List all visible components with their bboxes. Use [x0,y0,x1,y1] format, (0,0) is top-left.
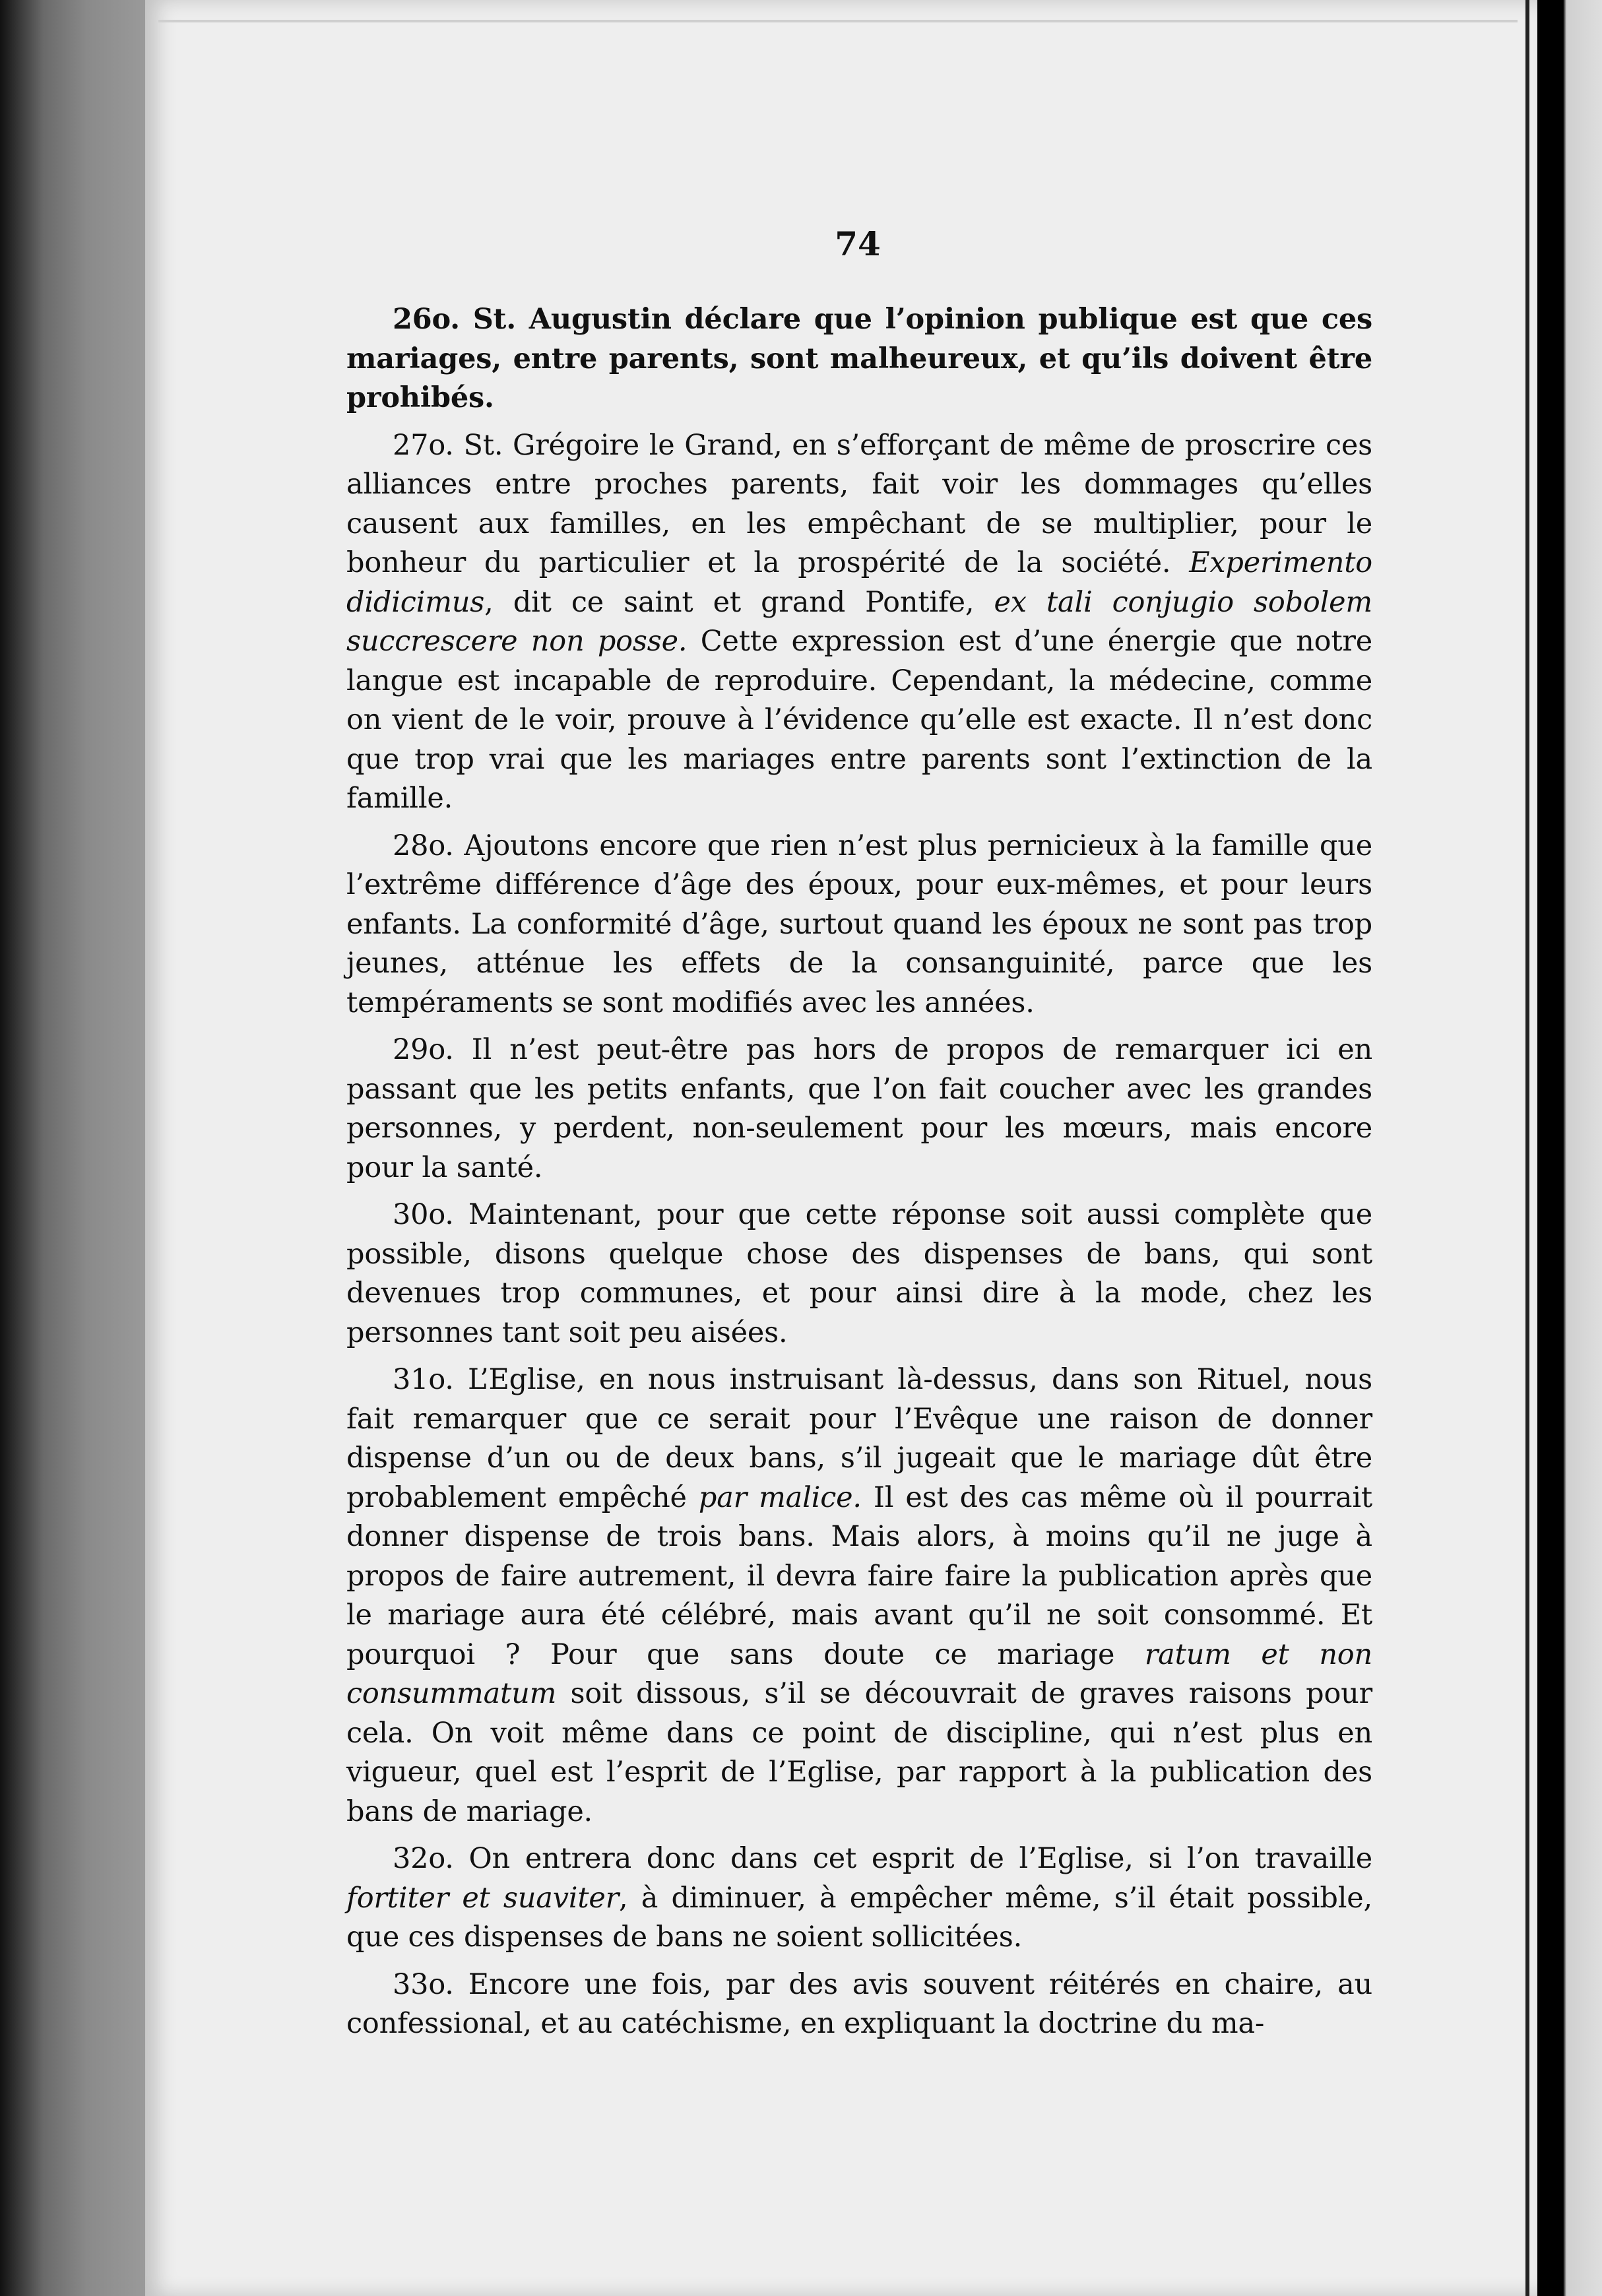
book-gutter [0,0,145,2296]
paragraph-text: 26o. St. Augustin déclare que [393,303,872,336]
paragraph-text: soit dissous, s’il se découvrait de graves raisons pour cela. On voit même dans ce point de discipline, qui n’est plus en vigueur, quel est l’esprit de l’Eglise, par rapport à la publication des bans de mariage. [346,1677,1372,1828]
page-body [346,300,1372,2044]
latin-quote: Experimento didicimus [346,546,1372,619]
paragraph-26 [346,300,1372,418]
paragraph-text: 32o. On entrera donc dans cet esprit de l’Eglise, si l’on travaille [393,1842,1372,1875]
next-page-edge [1537,0,1602,2296]
latin-quote: fortiter et suaviter [346,1881,620,1915]
paragraph-text: Cette expression est d’une énergie que notre langue est incapable de reproduire. Cependant, la médecine, comme on vient de le voir, prouve à l’évidence qu’elle est exacte. Il n’est donc que trop vrai que les mariages entre parents sont l’extinction de la famille. [346,625,1373,815]
paragraph-text: Il est des cas même où il pourrait donner dispense de trois bans. Mais alors, à moins qu’il ne juge à propos de faire autrement, il devra faire faire la publication après que le mariage aura été célébré, mais avant qu’il ne soit consommé. Et pourquoi ? Pour que sans doute ce mariage [346,1481,1372,1671]
latin-quote: ratum et non consummatum [346,1638,1372,1710]
italic-phrase: par malice. [698,1481,862,1514]
paragraph-text: l’opinion publique est que ces mariages, entre parents, sont malheureux, et qu’ils doivent être prohibés. [346,303,1372,414]
paragraph-text: 30o. Maintenant, pour que cette réponse soit aussi complète que possible, disons quelque chose des dispenses de bans, qui sont devenues trop communes, et pour ainsi dire à la mode, chez les personnes tant soit peu aisées. [346,1198,1372,1349]
page-right-edge [1525,0,1529,2296]
paragraph-32 [346,1839,1372,1958]
paragraph-text: 27o. St. Grégoire le Grand, en s’efforçant de même de proscrire ces alliances entre proches parents, fait voir les dommages qu’elles causent aux familles, en les empêchant de se multiplier, pour le bonheur du particulier et la prospérité de la société. [346,428,1372,579]
paragraph-text: 31o. L’Eglise, en nous instruisant là-dessus, dans son Rituel, nous fait remarquer que ce serait pour l’Evêque une raison de donner dispense d’un ou de deux bans, s’il jugeait que le mariage dût être probablement empêché [346,1363,1372,1514]
page-top-edge [158,20,1518,22]
paragraph-33 [346,1965,1372,2044]
paragraph-29 [346,1031,1372,1188]
paragraph-27 [346,426,1372,819]
paragraph-text: 29o. Il n’est peut-être pas hors de propos de remarquer ici en passant que les petits enfants, que l’on fait coucher avec les grandes personnes, y perdent, non-seulement pour les mœurs, mais encore pour la santé. [346,1033,1372,1184]
paragraph-text: , à diminuer, à empêcher même, s’il était possible, que ces dispenses de bans ne soient sollicitées. [346,1881,1372,1954]
paragraph-text: 33o. Encore une fois, par des avis souvent réitérés en chaire, au confessional, et au catéchisme, en expliquant la doctrine du ma- [346,1967,1372,2040]
paragraph-31 [346,1360,1372,1832]
paragraph-text: , dit ce saint et grand Pontife, [484,585,994,619]
paragraph-28 [346,827,1372,1023]
paragraph-text: 28o. Ajoutons encore que rien n’est plus pernicieux à la famille que l’extrême différence d’âge des époux, pour eux-mêmes, et pour leurs enfants. La conformité d’âge, surtout quand les époux ne sont pas trop jeunes, atténue les effets de la consanguinité, parce que les tempéraments se sont modifiés avec les années. [346,829,1372,1019]
page-number: 74 [835,224,881,263]
paragraph-30 [346,1196,1372,1353]
latin-quote: ex tali conjugio sobolem succrescere non posse. [346,585,1372,658]
